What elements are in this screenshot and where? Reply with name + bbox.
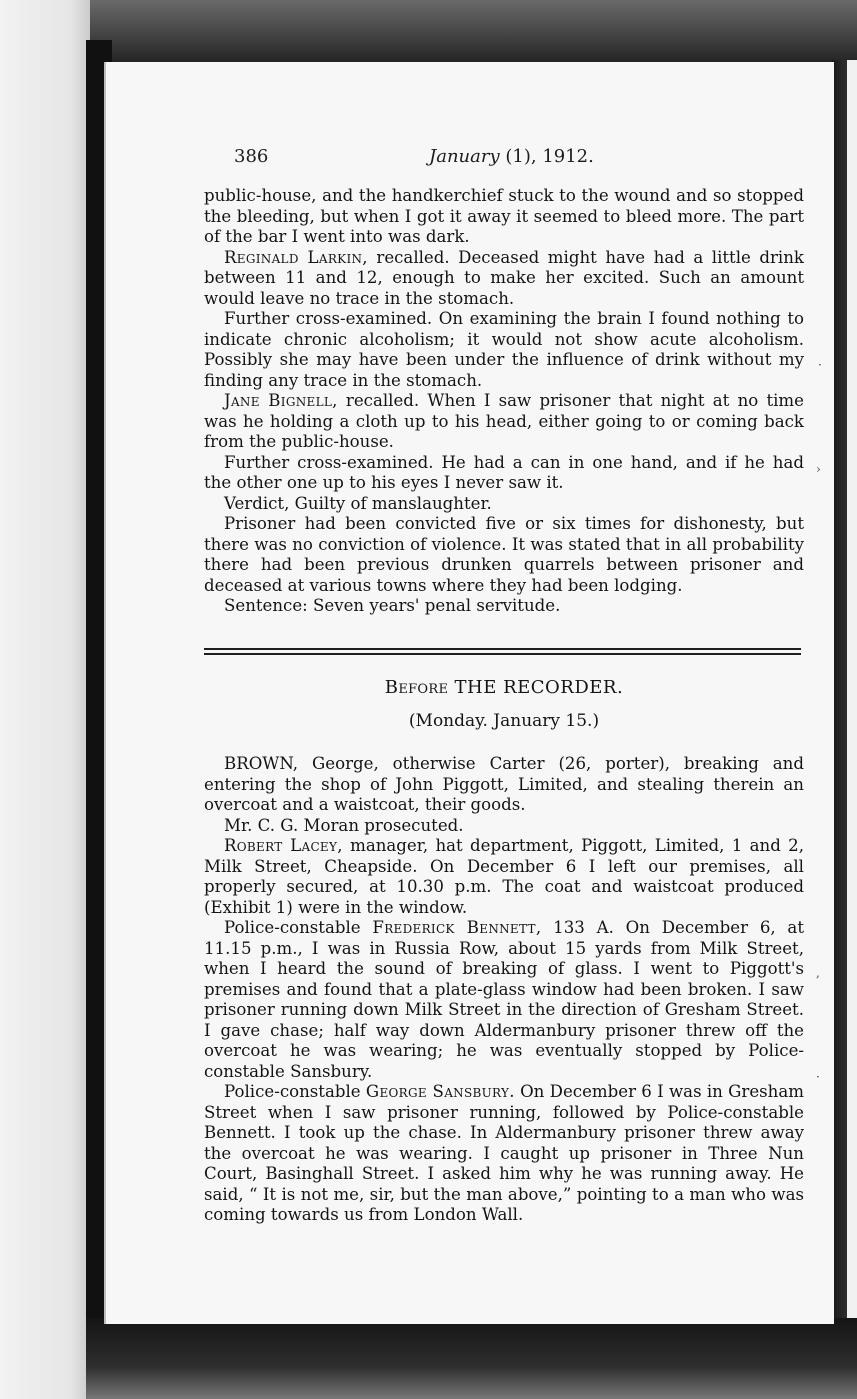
witness-name: George Sansbury.	[365, 1082, 515, 1101]
paragraph: Mr. C. G. Moran prosecuted.	[224, 815, 464, 835]
margin-mark: ·	[818, 358, 822, 372]
section-title	[204, 677, 804, 698]
witness-name: Reginald Larkin,	[224, 247, 368, 267]
section-title-main: THE RECORDER.	[454, 677, 624, 698]
section-date: (Monday. January 15.)	[408, 711, 600, 731]
section-rule-bottom	[204, 653, 801, 655]
paragraph: Jane Bignell, recalled. When I saw prisoner that night at no time was he holding a cloth up to his head, either going to or coming back from the public-house.	[204, 391, 804, 451]
paragraph: Reginald Larkin, recalled. Deceased might have had a little drink between 11 and 12, enough to make her excited. Such an amount would leave no trace in the stomach.	[204, 247, 804, 308]
paragraph: Prisoner had been convicted five or six times for dishonesty, but there was no conviction of violence. It was stated that in all probability there had been previous drunken quarrels between prisoner and deceased at various towns where they had been lodging.	[204, 514, 804, 595]
margin-mark: ·	[816, 1070, 820, 1084]
paragraph: Robert Lacey, manager, hat department, Piggott, Limited, 1 and 2, Milk Street, Cheapside. On December 6 I left our premises, all properly secured, at 10.30 p.m. The coat and waistcoat produced (Exhibit 1) were in the window.	[204, 836, 804, 917]
sentence: Sentence: Seven years' penal servitude.	[224, 596, 561, 615]
paragraph: public-house, and the handkerchief stuck to the wound and so stopped the bleeding, but when I got it away it seemed to bleed more. The part of the bar I went into was dark.	[204, 186, 804, 246]
case-heading: BROWN, George, otherwise Carter (26, porter), breaking and entering the shop of John Piggott, Limited, and stealing therein an overcoat and a waistcoat, their goods.	[204, 754, 804, 814]
verdict: Verdict, Guilty of manslaughter.	[224, 493, 492, 513]
top-text-block	[204, 186, 804, 617]
section-rule-top	[204, 648, 801, 650]
paragraph: Police-constable Frederick Bennett, 133 A. On December 6, at 11.15 p.m., I was in Russia Row, about 15 yards from Milk Street, when I heard the sound of breaking of glass. I went to Piggott's premises and found that a plate-glass window had been broken. I saw prisoner running down Milk Street in the direction of Gresham Street. I gave chase; half way down Aldermanbury prisoner threw off the overcoat he was wearing; he was eventually stopped by Police-constable Sansbury.	[204, 918, 804, 1081]
margin-mark: ,	[816, 966, 820, 980]
margin-mark: ›	[816, 462, 821, 476]
scan-bottom-shadow	[86, 1318, 857, 1399]
running-title-month: January	[429, 146, 500, 167]
page-number: 386	[234, 146, 269, 167]
witness-name: Robert Lacey,	[224, 836, 343, 855]
bottom-text-block	[204, 754, 804, 1226]
running-title-rest: (1), 1912.	[505, 146, 594, 167]
paragraph: Further cross-examined. On examining the brain I found nothing to indicate chronic alcoholism; it would not show acute alcoholism. Possibly she may have been under the influence of drink without my finding any trace in the stomach.	[204, 309, 804, 390]
paragraph: Further cross-examined. He had a can in one hand, and if he had the other one up to his eyes I never saw it.	[204, 452, 804, 492]
witness-name: Jane Bignell,	[224, 391, 338, 410]
book-page	[104, 62, 834, 1324]
paragraph: Police-constable George Sansbury. On December 6 I was in Gresham Street when I saw prisoner running, followed by Police-constable Bennett. I took up the chase. In Aldermanbury prisoner threw away the overcoat he was wearing. I caught up prisoner in Three Nun Court, Basinghall Street. I asked him why he was running away. He said, “ It is not me, sir, but the man above,” pointing to a man who was coming towards us from London Wall.	[204, 1082, 804, 1224]
scan-right-strip	[847, 60, 857, 1350]
witness-name: Frederick Bennett,	[372, 918, 542, 937]
running-title	[429, 146, 594, 167]
page-header	[234, 146, 754, 172]
scan-top-shadow	[90, 0, 857, 70]
section-title-prefix: Before	[384, 677, 449, 698]
scan-left-margin	[0, 0, 100, 1399]
